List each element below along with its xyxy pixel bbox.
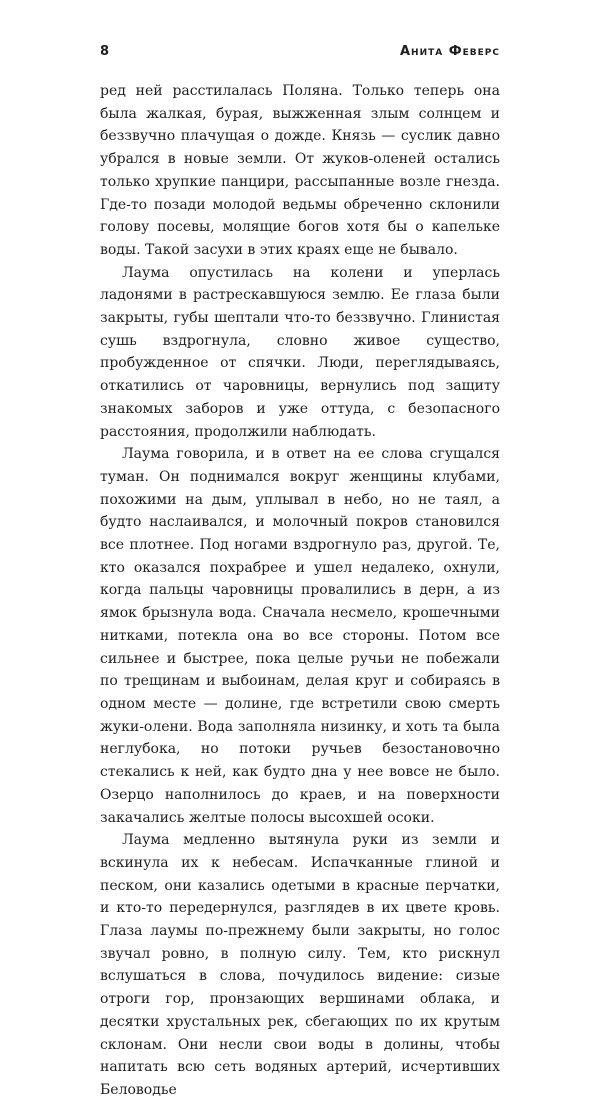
paragraph-2: Лаума опустилась на колени и уперлась ладонями в растрескавшуюся землю. Ее глаза были закрыты, губы шептали что-то беззвучно. Глинистая сушь вздрогнула, словно живое существо, пробужденное от спячки. Люди, переглядываясь, откатились от чаровницы, вернулись под защиту знакомых заборов и уже оттуда, с безопасного расстояния, продолжили наблюдать. bbox=[100, 264, 500, 440]
paragraph-1: ред ней расстилалась Поляна. Только теперь она была жалкая, бурая, выжженная злым солнцем и беззвучно плачущая о дожде. Князь — суслик давно убрался в новые земли. От жуков-оленей остались только хрупкие панцири, рассыпанные возле гнезда. Где-то позади молодой ведьмы обреченно склонили голову посевы, молящие богов хотя бы о капельке воды. Такой засухи в этих краях еще не бывало. bbox=[100, 83, 500, 258]
page-number: 8 bbox=[100, 44, 110, 59]
body-text bbox=[100, 80, 500, 1102]
page-header bbox=[100, 42, 500, 64]
paragraph-4: Лаума медленно вытянула руки из земли и вскинула их к небесам. Испачканные глиной и песком, они казались одетыми в красные перчатки, и кто-то передернулся, разглядев в их цвете кровь. Глаза лаумы по-прежнему были закрыты, но голос звучал ровно, в полную силу. Тем, кто рискнул вслушаться в слова, почудилось видение: сизые отроги гор, пронзающих вершинами облака, и десятки хрустальных рек, сбегающих по их крутым склонам. Они несли свои воды в долины, чтобы напитать всю сеть водяных артерий, исчертивших Беловодье bbox=[100, 832, 500, 1098]
author-running-head: Анита Феверс bbox=[399, 44, 500, 59]
paragraph-3: Лаума говорила, и в ответ на ее слова сгущался туман. Он поднимался вокруг женщины клубами, похожими на дым, уплывал в небо, но не таял, а будто наслаивался, и молочный покров становился все плотнее. Под ногами вздрогнуло раз, другой. Те, кто оказался похрабрее и ушел недалеко, охнули, когда пальцы чаровницы провалились в дерн, а из ямок брызнула вода. Сначала несмело, крошечными нитками, потекла она во все стороны. Потом все сильнее и быстрее, пока целые ручьи не побежали по трещинам и выбоинам, делая круг и собираясь в одном месте — долине, где встретили свою смерть жуки-олени. Вода заполняла низинку, и хоть та была неглубока, но потоки ручьев безостановочно стекались к ней, как будто дна у нее вовсе не было. Озерцо наполнилось до краев, и на поверхности закачались желтые полосы высохшей осоки. bbox=[100, 446, 500, 826]
